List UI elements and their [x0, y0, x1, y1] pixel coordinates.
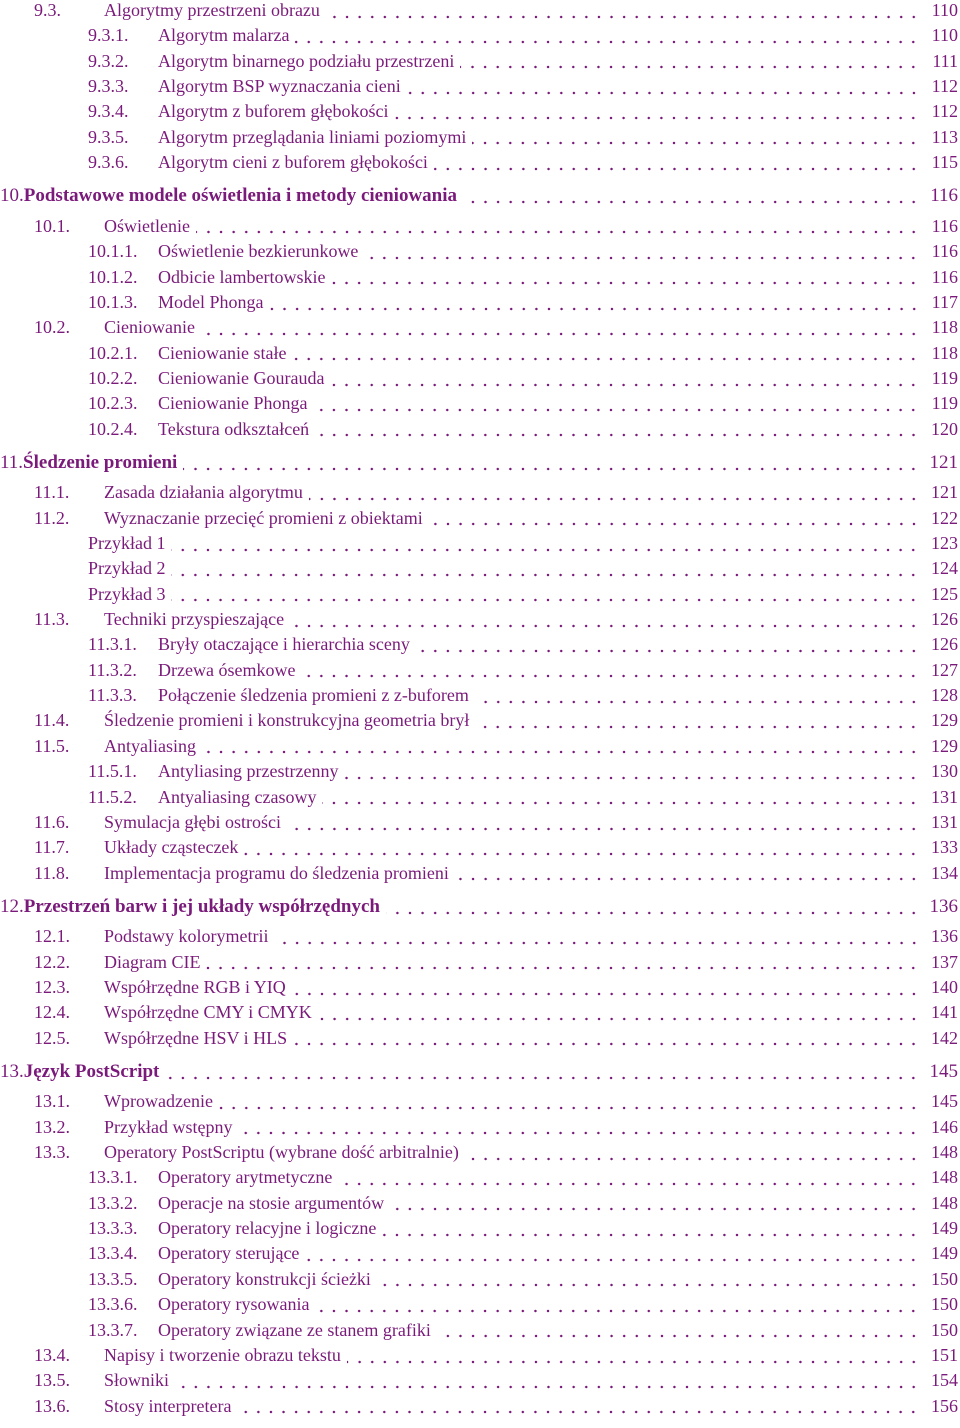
toc-entry-page-number: 148 — [931, 1142, 958, 1163]
toc-entry-number: 12.2. — [34, 951, 70, 972]
dot-leader — [315, 1309, 920, 1313]
toc-entry-number: 13.3.5. — [88, 1268, 138, 1289]
toc-entry[interactable] — [88, 127, 958, 152]
toc-entry-number: 11.3.2. — [88, 659, 137, 680]
dot-leader — [202, 750, 920, 754]
dot-leader — [434, 167, 920, 171]
dot-leader — [201, 332, 920, 336]
toc-entry-title: Przestrzeń barw i jej układy współrzędnych — [23, 895, 380, 917]
dot-leader — [219, 1106, 920, 1110]
toc-entry-number: 12. — [0, 895, 24, 917]
toc-entry-title: Współrzędne HSV i HLS — [104, 1027, 288, 1048]
dot-leader — [407, 91, 920, 95]
toc-entry[interactable] — [88, 25, 958, 50]
dot-leader — [305, 1258, 920, 1262]
toc-entry[interactable] — [88, 685, 958, 710]
toc-entry-number: 10.2.2. — [88, 367, 138, 388]
toc-entry-title: Algorytm BSP wyznaczania cieni — [158, 76, 401, 97]
toc-entry[interactable] — [34, 1028, 958, 1053]
dot-leader — [295, 40, 920, 44]
toc-entry-page-number: 116 — [930, 185, 958, 207]
toc-entry-page-number: 130 — [931, 761, 958, 782]
dot-leader — [287, 827, 920, 831]
toc-entry-page-number: 136 — [931, 926, 958, 947]
toc-chapter-entry[interactable] — [0, 896, 958, 921]
toc-entry-number: 10.1. — [34, 215, 70, 236]
toc-entry-title: Cieniowanie stałe — [158, 342, 287, 363]
toc-entry[interactable] — [88, 393, 958, 418]
toc-entry-number: 13.4. — [34, 1344, 70, 1365]
toc-entry-title: Oświetlenie bezkierunkowe — [158, 241, 359, 262]
toc-entry-page-number: 116 — [931, 266, 958, 287]
toc-entry-page-number: 131 — [931, 811, 958, 832]
dot-leader — [313, 408, 920, 412]
toc-entry-title: Operatory konstrukcji ścieżki — [158, 1268, 371, 1289]
toc-entry-page-number: 148 — [931, 1192, 958, 1213]
toc-entry[interactable] — [34, 863, 958, 888]
toc-entry-page-number: 150 — [931, 1294, 958, 1315]
toc-entry[interactable] — [34, 710, 958, 735]
toc-entry-number: 11.6. — [34, 811, 70, 832]
toc-entry-page-number: 110 — [931, 0, 958, 20]
toc-entry-title: Algorytm malarza — [158, 25, 290, 46]
toc-entry-number: 9.3. — [34, 0, 61, 20]
toc-entry-title: Połączenie śledzenia promieni z z-buforem — [158, 685, 469, 706]
toc-entry-number: 10.2. — [34, 317, 70, 338]
toc-entry-number: 10.2.3. — [88, 393, 138, 414]
dot-leader — [330, 383, 920, 387]
dot-leader — [475, 725, 920, 729]
toc-entry-number: 11.3.3. — [88, 685, 137, 706]
toc-entry-page-number: 126 — [931, 609, 958, 630]
toc-entry-number: 11.5.2. — [88, 786, 137, 807]
toc-entry-page-number: 131 — [931, 786, 958, 807]
toc-entry-page-number: 145 — [929, 1061, 958, 1082]
toc-entry-page-number: 118 — [931, 317, 958, 338]
toc-entry-number: 11.7. — [34, 837, 70, 858]
dot-leader — [322, 801, 920, 805]
toc-entry-number: 10.1.3. — [88, 291, 138, 312]
toc-entry-number: 10.2.1. — [88, 342, 138, 363]
toc-entry-title: Układy cząsteczek — [104, 837, 239, 858]
dot-leader — [309, 497, 920, 501]
toc-entry-title: Operatory relacyjne i logiczne — [158, 1218, 377, 1239]
toc-entry-title: Drzewa ósemkowe — [158, 659, 296, 680]
toc-entry[interactable] — [88, 343, 958, 368]
toc-entry-number: 10. — [0, 185, 24, 207]
toc-entry-title: Zasada działania algorytmu — [104, 482, 303, 503]
toc-entry[interactable] — [34, 736, 958, 761]
dot-leader — [275, 941, 921, 945]
toc-entry-page-number: 115 — [931, 152, 958, 173]
toc-entry-number: 11.3.1. — [88, 634, 137, 655]
toc-entry-page-number: 123 — [931, 533, 958, 553]
toc-entry-page-number: 112 — [931, 101, 958, 122]
toc-entry-number: 11.4. — [34, 710, 70, 731]
toc-entry-title: Techniki przyspieszające — [104, 609, 285, 630]
dot-leader — [465, 1157, 920, 1161]
toc-entry[interactable] — [88, 1193, 958, 1218]
toc-entry-page-number: 117 — [931, 291, 958, 312]
toc-entry-title: Diagram CIE — [104, 951, 201, 972]
dot-leader — [463, 200, 920, 204]
toc-entry-number: 12.4. — [34, 1002, 70, 1023]
toc-entry[interactable] — [34, 837, 958, 862]
toc-entry-page-number: 112 — [931, 76, 958, 97]
dot-leader — [175, 1385, 920, 1389]
toc-entry-page-number: 125 — [931, 583, 958, 604]
toc-entry-title: Wyznaczanie przecięć promieni z obiektami — [104, 507, 423, 528]
toc-entry-number: 9.3.1. — [88, 25, 129, 46]
toc-entry-number: 11.8. — [34, 862, 70, 883]
toc-entry-page-number: 134 — [931, 862, 958, 883]
toc-entry[interactable] — [34, 1142, 958, 1167]
toc-entry-page-number: 116 — [931, 241, 958, 262]
toc-entry-page-number: 120 — [931, 418, 958, 439]
toc-entry-page-number: 127 — [931, 659, 958, 680]
toc-entry-title: Współrzędne CMY i CMYK — [104, 1002, 312, 1023]
toc-entry-page-number: 121 — [929, 451, 958, 473]
toc-entry[interactable] — [88, 267, 958, 292]
toc-entry-page-number: 142 — [931, 1027, 958, 1048]
dot-leader — [237, 1410, 920, 1414]
toc-entry-number: 11.2. — [34, 507, 70, 528]
toc-entry[interactable] — [88, 761, 958, 786]
toc-entry-number: 11.3. — [34, 609, 70, 630]
toc-entry[interactable] — [88, 76, 958, 101]
toc-entry-page-number: 119 — [931, 393, 958, 414]
toc-entry-title: Wprowadzenie — [104, 1091, 213, 1112]
toc-entry-title: Podstawowe modele oświetlenia i metody cieniowania — [23, 185, 458, 207]
toc-entry-title: Cieniowanie Phonga — [158, 393, 308, 414]
toc-entry-title: Odbicie lambertowskie — [158, 266, 326, 287]
toc-entry[interactable] — [88, 660, 958, 685]
toc-entry-number: 13.3.6. — [88, 1294, 138, 1315]
toc-entry-title: Operatory PostScriptu (wybrane dość arbitralnie) — [104, 1142, 459, 1163]
toc-entry-title: Operatory arytmetyczne — [158, 1167, 333, 1188]
toc-entry-title: Cieniowanie — [104, 317, 195, 338]
toc-entry-number: 9.3.3. — [88, 76, 129, 97]
toc-entry-title: Przykład 2 — [88, 558, 166, 579]
dot-leader — [165, 1076, 920, 1080]
toc-entry[interactable] — [34, 317, 958, 342]
toc-entry-page-number: 137 — [931, 951, 958, 972]
dot-leader — [386, 911, 920, 915]
toc-entry[interactable] — [34, 609, 958, 634]
toc-entry-title: Symulacja głębi ostrości — [104, 811, 281, 832]
toc-entry-number: 13.3.1. — [88, 1167, 138, 1188]
toc-entry-title: Słowniki — [104, 1370, 170, 1391]
toc-chapter-entry[interactable] — [0, 185, 958, 210]
toc-entry-title: Operacje na stosie argumentów — [158, 1192, 385, 1213]
toc-entry[interactable] — [88, 1218, 958, 1243]
toc-entry-page-number: 146 — [931, 1116, 958, 1137]
toc-entry-title: Bryły otaczające i hierarchia sceny — [158, 634, 410, 655]
toc-entry-page-number: 145 — [931, 1091, 958, 1112]
toc-entry[interactable] — [34, 1091, 958, 1116]
dot-leader — [390, 1207, 920, 1211]
toc-entry-title: Oświetlenie — [104, 215, 190, 236]
toc-entry-number: 9.3.5. — [88, 126, 129, 147]
toc-entry[interactable] — [34, 952, 958, 977]
toc-entry-number: 13.3.7. — [88, 1319, 138, 1340]
toc-entry-number: 13.3.2. — [88, 1192, 138, 1213]
toc-entry-number: 10.1.1. — [88, 241, 138, 262]
toc-entry-number: 13.5. — [34, 1370, 70, 1391]
toc-entry-number: 13.3.3. — [88, 1218, 138, 1239]
toc-entry-number: 13.1. — [34, 1091, 70, 1112]
toc-entry-page-number: 113 — [931, 126, 958, 147]
toc-entry-title: Antyaliasing — [104, 735, 196, 756]
toc-entry-page-number: 128 — [931, 685, 958, 706]
toc-entry-page-number: 122 — [931, 507, 958, 528]
dot-leader — [429, 522, 920, 526]
dot-leader — [455, 877, 920, 881]
toc-entry-title: Cieniowanie Gourauda — [158, 367, 325, 388]
dot-leader — [292, 992, 920, 996]
toc-entry-number: 10.1.2. — [88, 266, 138, 287]
toc-entry-number: 12.3. — [34, 976, 70, 997]
toc-entry[interactable] — [88, 558, 958, 583]
toc-entry-number: 13.2. — [34, 1116, 70, 1137]
toc-entry-number: 13.6. — [34, 1395, 70, 1416]
toc-entry-page-number: 150 — [931, 1319, 958, 1340]
dot-leader — [270, 307, 921, 311]
toc-entry[interactable] — [88, 634, 958, 659]
toc-entry[interactable] — [88, 51, 958, 76]
toc-entry-title: Algorytm z buforem głębokości — [158, 101, 389, 122]
toc-entry-page-number: 140 — [931, 976, 958, 997]
toc-entry-page-number: 141 — [931, 1002, 958, 1023]
toc-entry[interactable] — [88, 1167, 958, 1192]
toc-entry-number: 10.2.4. — [88, 418, 138, 439]
toc-entry-number: 13.3.4. — [88, 1243, 138, 1264]
dot-leader — [293, 1042, 920, 1046]
toc-entry-number: 13.3. — [34, 1142, 70, 1163]
toc-entry-title: Śledzenie promieni i konstrukcyjna geometria brył — [104, 710, 470, 731]
dot-leader — [344, 776, 920, 780]
toc-entry-page-number: 119 — [931, 367, 958, 388]
toc-entry-title: Model Phonga — [158, 291, 264, 312]
toc-entry-page-number: 129 — [931, 735, 958, 756]
dot-leader — [347, 1360, 920, 1364]
dot-leader — [437, 1334, 920, 1338]
toc-entry-page-number: 126 — [931, 634, 958, 655]
toc-entry-number: 12.1. — [34, 926, 70, 947]
toc-entry[interactable] — [88, 419, 958, 444]
toc-entry-number: 11.5. — [34, 735, 70, 756]
dot-leader — [472, 141, 920, 145]
toc-chapter-entry[interactable] — [0, 452, 958, 477]
toc-entry-page-number: 133 — [931, 837, 958, 858]
toc-entry[interactable] — [88, 241, 958, 266]
toc-entry-page-number: 136 — [929, 895, 958, 917]
toc-entry-title: Algorytmy przestrzeni obrazu — [104, 0, 320, 20]
toc-entry-number: 12.5. — [34, 1027, 70, 1048]
toc-entry[interactable] — [88, 1269, 958, 1294]
toc-entry-page-number: 121 — [931, 482, 958, 503]
toc-entry[interactable] — [34, 1002, 958, 1027]
toc-entry[interactable] — [88, 1243, 958, 1268]
toc-entry[interactable] — [88, 787, 958, 812]
toc-entry[interactable] — [88, 292, 958, 317]
toc-entry[interactable] — [88, 533, 958, 558]
dot-leader — [238, 1131, 920, 1135]
toc-entry[interactable] — [34, 977, 958, 1002]
toc-entry-title: Przykład wstępny — [104, 1116, 233, 1137]
toc-entry-title: Przykład 1 — [88, 533, 166, 553]
toc-entry-number: 11.1. — [34, 482, 70, 503]
dot-leader — [318, 1017, 920, 1021]
toc-entry-page-number: 151 — [931, 1344, 958, 1365]
dot-leader — [331, 281, 920, 285]
toc-entry[interactable] — [34, 508, 958, 533]
toc-entry-title: Napisy i tworzenie obrazu tekstu — [104, 1344, 341, 1365]
toc-entry-page-number: 149 — [931, 1218, 958, 1239]
toc-entry-page-number: 154 — [931, 1370, 958, 1391]
toc-entry-title: Operatory sterujące — [158, 1243, 300, 1264]
toc-entry-title: Stosy interpretera — [104, 1395, 232, 1416]
toc-entry[interactable] — [88, 368, 958, 393]
toc-entry-title: Język PostScript — [23, 1061, 160, 1082]
toc-entry-number: 11. — [0, 451, 24, 473]
toc-entry-title: Śledzenie promieni — [23, 451, 178, 473]
toc-entry[interactable] — [34, 926, 958, 951]
toc-entry-page-number: 149 — [931, 1243, 958, 1264]
toc-entry-number: 13. — [0, 1061, 24, 1082]
dot-leader — [290, 624, 920, 628]
toc-entry-page-number: 118 — [931, 342, 958, 363]
dot-leader — [394, 116, 920, 120]
toc-entry[interactable] — [88, 1294, 958, 1319]
toc-entry-page-number: 156 — [931, 1395, 958, 1416]
toc-entry-page-number: 110 — [931, 25, 958, 46]
dot-leader — [171, 548, 920, 552]
toc-entry[interactable] — [88, 584, 958, 609]
toc-entry-page-number: 116 — [931, 215, 958, 236]
dot-leader — [206, 966, 920, 970]
toc-entry[interactable] — [34, 1345, 958, 1370]
toc-entry-page-number: 111 — [932, 50, 958, 71]
dot-leader — [382, 1233, 920, 1237]
toc-entry-title: Przykład 3 — [88, 583, 166, 604]
dot-leader — [171, 573, 920, 577]
toc-entry-page-number: 129 — [931, 710, 958, 731]
dot-leader — [460, 65, 920, 69]
toc-entry-page-number: 150 — [931, 1268, 958, 1289]
toc-entry-title: Współrzędne RGB i YIQ — [104, 976, 286, 997]
dot-leader — [416, 649, 920, 653]
toc-entry-number: 11.5.1. — [88, 761, 137, 782]
toc-entry-title: Antyaliasing czasowy — [158, 786, 317, 807]
dot-leader — [171, 598, 920, 602]
dot-leader — [377, 1283, 920, 1287]
toc-entry[interactable] — [88, 1320, 958, 1345]
toc-entry-number: 9.3.6. — [88, 152, 129, 173]
toc-entry[interactable] — [34, 1396, 958, 1421]
dot-leader — [315, 433, 920, 437]
toc-entry[interactable] — [34, 0, 958, 25]
toc-entry[interactable] — [88, 101, 958, 126]
dot-leader — [183, 467, 920, 471]
toc-entry[interactable] — [34, 812, 958, 837]
toc-entry[interactable] — [34, 1117, 958, 1142]
toc-entry-title: Operatory związane ze stanem grafiki — [158, 1319, 431, 1340]
dot-leader — [475, 700, 920, 704]
toc-entry-page-number: 124 — [931, 558, 958, 579]
toc-entry-title: Tekstura odkształceń — [158, 418, 310, 439]
toc-entry-number: 9.3.2. — [88, 50, 129, 71]
toc-entry-number: 9.3.4. — [88, 101, 129, 122]
dot-leader — [364, 256, 920, 260]
toc-entry-page-number: 148 — [931, 1167, 958, 1188]
dot-leader — [301, 674, 920, 678]
dot-leader — [292, 357, 920, 361]
dot-leader — [244, 852, 920, 856]
toc-entry-title: Algorytm cieni z buforem głębokości — [158, 152, 428, 173]
toc-entry-title: Algorytm przeglądania liniami poziomymi — [158, 126, 467, 147]
toc-entry[interactable] — [34, 482, 958, 507]
toc-entry-title: Podstawy kolorymetrii — [104, 926, 269, 947]
dot-leader — [196, 230, 920, 234]
toc-entry-title: Algorytm binarnego podziału przestrzeni — [158, 50, 455, 71]
toc-entry-title: Antyliasing przestrzenny — [158, 761, 339, 782]
toc-entry-title: Implementacja programu do śledzenia promieni — [104, 862, 449, 883]
dot-leader — [326, 15, 920, 19]
dot-leader — [338, 1182, 920, 1186]
toc-entry[interactable] — [34, 1370, 958, 1395]
toc-entry[interactable] — [34, 216, 958, 241]
toc-entry[interactable] — [88, 152, 958, 177]
toc-chapter-entry[interactable] — [0, 1061, 958, 1086]
toc-entry-title: Operatory rysowania — [158, 1294, 310, 1315]
